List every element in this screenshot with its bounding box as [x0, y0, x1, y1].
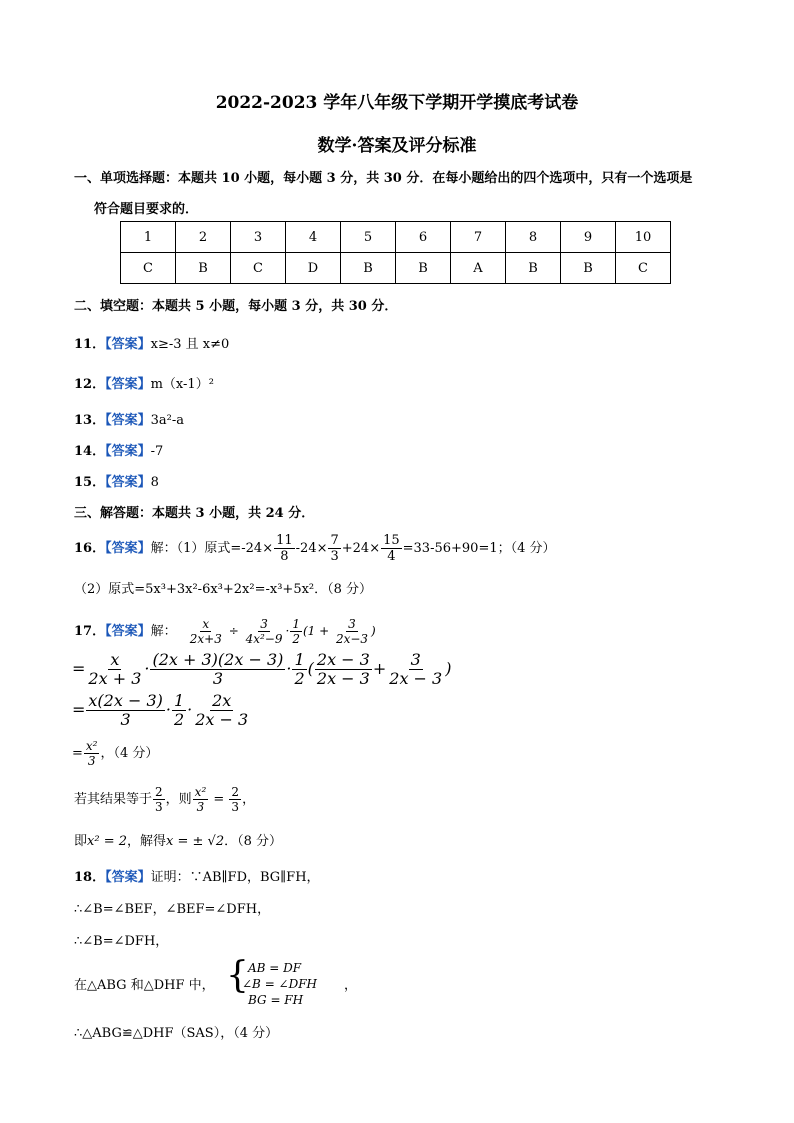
answer-text: m（x-1）²	[150, 377, 214, 392]
table-cell: 7	[451, 222, 506, 253]
q18-line1	[74, 866, 320, 885]
table-cell: B	[396, 253, 451, 284]
fraction	[334, 618, 370, 645]
numerator: 3	[348, 617, 356, 631]
question-number: 11．	[74, 337, 106, 352]
denominator: 4x²−9	[245, 632, 283, 646]
fraction	[328, 534, 340, 563]
q16-part1	[74, 534, 556, 563]
brace-icon: {	[226, 955, 249, 996]
numerator: x	[202, 617, 210, 631]
answer-tag: 【答案】	[105, 444, 151, 459]
equals: =	[209, 792, 229, 807]
q17-text: ．（8 分）	[224, 834, 282, 849]
equals: =	[72, 746, 83, 761]
numerator: 3	[260, 617, 268, 631]
table-cell: 9	[561, 222, 616, 253]
q18-text: 在△ABG 和△DHF 中，	[74, 978, 215, 993]
answer-tag: 【答案】	[105, 870, 151, 885]
table-cell: B	[506, 253, 561, 284]
answer-table	[120, 221, 671, 284]
numerator: 2	[231, 785, 240, 799]
fraction	[244, 618, 285, 645]
answer-item-14	[74, 440, 163, 459]
numerator: 7	[330, 533, 339, 548]
question-number: 18．	[74, 870, 106, 885]
q17-expression	[187, 617, 376, 646]
numerator: 2x	[212, 691, 232, 710]
table-cell: C	[121, 253, 176, 284]
q18-line2: ∴∠B=∠BEF，∠BEF=∠DFH，	[74, 902, 271, 917]
numerator: 3	[410, 650, 421, 669]
numerator: 1	[294, 650, 305, 669]
table-cell: 3	[231, 222, 286, 253]
numerator: 15	[383, 533, 400, 548]
operator: ·	[286, 659, 292, 678]
page-title: 2022-2023 学年八年级下学期开学摸底考试卷	[215, 93, 579, 113]
table-cell: 2	[176, 222, 231, 253]
fraction	[188, 618, 224, 645]
denominator: 3	[212, 669, 223, 688]
denominator: 3	[87, 754, 96, 768]
q17-text: 若其结果等于	[74, 792, 153, 807]
numerator: x²	[85, 739, 98, 753]
q16-text: -24×	[295, 541, 328, 556]
question-number: 14．	[74, 444, 106, 459]
fraction	[315, 652, 372, 687]
numerator: 1	[292, 617, 300, 631]
numerator: x(2x − 3)	[88, 691, 163, 710]
denominator: 2	[173, 710, 185, 729]
answer-item-13	[74, 409, 184, 428]
paren: )	[445, 659, 452, 678]
fraction	[292, 652, 306, 687]
numerator: (2x + 3)(2x − 3)	[152, 650, 284, 669]
table-cell: B	[341, 253, 396, 284]
q17-line2	[72, 652, 451, 687]
equation-system	[242, 960, 317, 1008]
table-cell: 5	[341, 222, 396, 253]
fraction	[86, 693, 164, 728]
numerator: 11	[276, 533, 293, 548]
fraction	[150, 652, 285, 687]
question-number: 13．	[74, 413, 106, 428]
equation: BG = FH	[248, 993, 304, 1007]
q17-line4	[72, 740, 158, 767]
answer-text: 3a²-a	[150, 413, 184, 428]
answer-item-12	[74, 373, 214, 392]
denominator: 2x + 3	[88, 669, 142, 688]
operator: +	[372, 659, 387, 678]
question-number: 16．	[74, 541, 106, 556]
denominator: 8	[280, 549, 289, 564]
math-expression: x² = 2	[87, 834, 127, 849]
question-number: 15．	[74, 475, 106, 490]
answer-text: -7	[150, 444, 164, 459]
q17-line6	[74, 830, 282, 849]
q18-line5: ∴△ABG≌△DHF（SAS），（4 分）	[74, 1026, 279, 1041]
q17-text: ，则	[165, 792, 192, 807]
question-number: 17．	[74, 624, 106, 639]
q16-text: 解：（1）原式=-24×	[150, 541, 274, 556]
numerator: 1	[173, 691, 185, 710]
answer-tag: 【答案】	[105, 337, 151, 352]
fraction	[84, 740, 100, 767]
question-number: 12．	[74, 377, 106, 392]
denominator: 3	[231, 800, 240, 814]
fraction	[172, 693, 186, 728]
table-cell: D	[286, 253, 341, 284]
paren: (	[307, 659, 314, 678]
denominator: 2x − 3	[389, 669, 443, 688]
table-cell: 6	[396, 222, 451, 253]
table-cell: C	[231, 253, 286, 284]
q16-part2: （2）原式=5x³+3x²-6x³+2x²=-x³+5x²．（8 分）	[74, 582, 373, 597]
q18-text: ，	[344, 978, 358, 993]
fraction	[193, 786, 209, 813]
denominator: 2	[294, 669, 305, 688]
table-cell: C	[616, 253, 671, 284]
answer-tag: 【答案】	[105, 624, 151, 639]
q17-text: ，解得	[127, 834, 167, 849]
operator: ÷	[228, 624, 239, 638]
table-cell: B	[176, 253, 231, 284]
denominator: 3	[330, 549, 339, 564]
denominator: 4	[387, 549, 396, 564]
q18-line3: ∴∠B=∠DFH，	[74, 934, 169, 949]
answer-table-row-numbers	[121, 222, 671, 253]
numerator: x	[110, 650, 120, 669]
section3-heading: 三、解答题：本题共 3 小题，共 24 分．	[74, 506, 315, 521]
denominator: 3	[120, 710, 131, 729]
q17-text: ，（4 分）	[100, 746, 159, 761]
table-cell: 10	[616, 222, 671, 253]
answer-text: 8	[150, 475, 159, 490]
answer-table-row-answers	[121, 253, 671, 284]
answer-tag: 【答案】	[105, 377, 151, 392]
answer-tag: 【答案】	[105, 541, 151, 556]
denominator: 2	[292, 632, 300, 646]
paren: )	[371, 624, 376, 638]
numerator: 2x − 3	[316, 650, 370, 669]
answer-tag: 【答案】	[105, 413, 151, 428]
q18-text: 证明：∵AB∥FD，BG∥FH，	[150, 870, 320, 885]
answer-text: x≥-3 且 x≠0	[150, 337, 230, 352]
section1-heading-cont: 符合题目要求的．	[94, 202, 199, 217]
fraction	[387, 652, 444, 687]
q17-line3	[72, 693, 251, 728]
table-cell: 8	[506, 222, 561, 253]
fraction	[229, 786, 241, 813]
answer-tag: 【答案】	[105, 475, 151, 490]
denominator: 2x − 3	[195, 710, 249, 729]
denominator: 3	[155, 800, 163, 814]
page-subtitle: 数学·答案及评分标准	[317, 136, 477, 156]
fraction	[86, 652, 143, 687]
equation: AB = DF	[248, 961, 302, 975]
equation: ∠B = ∠DFH	[242, 977, 318, 991]
q16-text: +24×	[341, 541, 381, 556]
fraction	[193, 693, 250, 728]
equals: =	[72, 700, 86, 719]
q17-intro: 解：	[150, 624, 177, 639]
table-cell: B	[561, 253, 616, 284]
math-expression: x = ± √2	[166, 834, 225, 849]
numerator: 2	[155, 785, 163, 799]
q17-line5	[74, 786, 255, 813]
denominator: 2x+3	[189, 632, 222, 646]
section2-heading: 二、填空题：本题共 5 小题，每小题 3 分，共 30 分．	[74, 299, 398, 314]
denominator: 2x − 3	[316, 669, 370, 688]
paren: (1 +	[302, 624, 333, 638]
table-cell: 4	[286, 222, 341, 253]
answer-item-15	[74, 471, 159, 490]
table-cell: 1	[121, 222, 176, 253]
denominator: 3	[196, 800, 205, 814]
fraction	[290, 618, 302, 645]
answer-item-11	[74, 333, 229, 352]
section1-heading: 一、单项选择题：本题共 10 小题，每小题 3 分，共 30 分．在每小题给出的四个选项中，只有一个选项是	[74, 171, 693, 186]
numerator: x²	[194, 785, 207, 799]
q17-line1	[74, 618, 376, 645]
denominator: 2x−3	[335, 632, 369, 646]
operator: ·	[144, 659, 150, 678]
operator: ·	[165, 700, 171, 719]
operator: ·	[285, 624, 290, 638]
q17-text: 即	[74, 834, 88, 849]
equals: =	[72, 659, 86, 678]
operator: ·	[187, 700, 193, 719]
fraction	[381, 534, 402, 563]
fraction	[274, 534, 295, 563]
q16-text: =33-56+90=1；（4 分）	[402, 541, 556, 556]
fraction	[153, 786, 165, 813]
q17-text: ，	[242, 792, 256, 807]
table-cell: A	[451, 253, 506, 284]
